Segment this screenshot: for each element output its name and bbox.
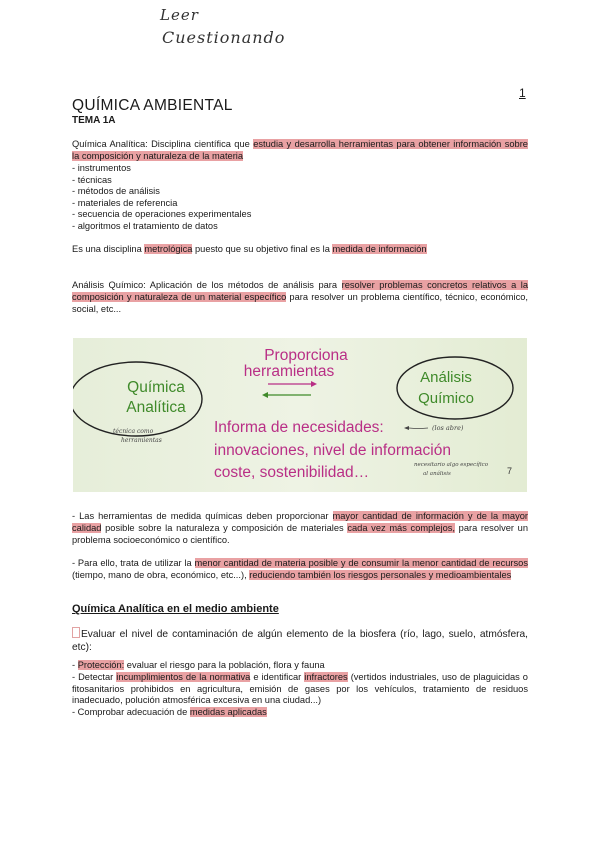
list-item — [72, 660, 528, 672]
evaluation-text: Evaluar el nivel de contaminación de algún elemento de la biosfera (río, lago, suelo, atmósfera, etc): — [72, 629, 528, 653]
list-item: - técnicas — [72, 175, 251, 187]
list-item: - instrumentos — [72, 163, 251, 175]
list-item: - materiales de referencia — [72, 198, 251, 210]
bullet-text: (vertidos industriales, uso de plaguicidas o fitosanitarios prohibidos en agricultura, emisión de gases por los vehículos, tratamiento de residuos inadecuado, polución atmosférica excesiva en una ciudad...) — [72, 671, 528, 706]
document-title: QUÍMICA AMBIENTAL — [72, 97, 233, 114]
analysis-text: Análisis Químico: Aplicación de los métodos de análisis para — [72, 280, 342, 290]
resources-highlight: reduciendo también los riesgos personales y medioambientales — [249, 570, 512, 580]
list-item — [72, 672, 528, 707]
bullet-text: evaluar el riesgo para la población, flora y fauna — [124, 660, 325, 670]
section-heading: Química Analítica en el medio ambiente — [72, 603, 279, 615]
analysis-highlight: resolver problemas concretos relativos a la composición y naturaleza de un material específico — [72, 280, 529, 302]
list-item: - secuencia de operaciones experimentales — [72, 209, 251, 221]
bullet-highlight: medidas aplicadas — [189, 707, 267, 718]
resources-text: (tiempo, mano de obra, económico, etc...), — [72, 570, 250, 580]
left-circle-line-2: Analítica — [126, 399, 186, 416]
bottom-text-line-3: coste, sostenibilidad… — [214, 464, 370, 481]
analysis-paragraph — [72, 279, 528, 315]
measurement-paragraph — [72, 510, 528, 546]
resources-paragraph — [72, 557, 528, 581]
document-subtitle: TEMA 1A — [72, 115, 116, 126]
handwritten-note-right: (los abre) — [432, 424, 464, 432]
list-item: - algoritmos el tratamiento de datos — [72, 221, 251, 233]
bullet-text: e identificar — [250, 671, 305, 682]
handwritten-note-bottom-2: al análisis — [423, 471, 451, 477]
definition-paragraph — [72, 138, 528, 162]
metrology-paragraph — [72, 243, 528, 255]
top-text-line-1: Proporciona — [264, 347, 348, 364]
list-item — [72, 707, 528, 719]
tools-list — [72, 163, 251, 233]
slide-number: 7 — [507, 466, 513, 476]
definition-highlight: estudia y desarrolla herramientas para obtener información sobre la composición y naturaleza de la materia — [72, 139, 528, 161]
bullet-highlight: incumplimientos de la normativa — [116, 671, 251, 682]
measurement-text: - Las herramientas de medida químicas deben proporcionar — [72, 511, 333, 521]
measurement-highlight: mayor cantidad de información y de la mayor calidad — [72, 511, 528, 533]
bullet-list — [72, 660, 528, 719]
page-number: 1 — [519, 86, 526, 100]
checkbox-glyph-icon — [72, 627, 80, 638]
bottom-text-line-1: Informa de necesidades: — [214, 419, 384, 436]
bullet-marker: - — [72, 660, 78, 670]
concept-diagram — [73, 338, 527, 492]
top-text-line-2: herramientas — [243, 363, 335, 380]
metrology-highlight: metrológica — [144, 244, 193, 254]
metrology-highlight: medida de información — [332, 244, 427, 254]
metrology-text: Es una disciplina — [72, 244, 145, 254]
list-item: - métodos de análisis — [72, 186, 251, 198]
bullet-highlight: Protección: — [77, 660, 125, 670]
measurement-text: para resolver un problema socioeconómico o científico. — [72, 523, 528, 545]
handwritten-note-1: Leer — [160, 6, 199, 24]
measurement-text: posible sobre la naturaleza y composición de materiales — [101, 523, 348, 533]
handwritten-note-bottom-1: necesitario algo específico — [414, 462, 489, 468]
definition-term: Química Analítica: — [72, 139, 148, 149]
analysis-text: para resolver un problema científico, técnico, económico, social, etc... — [72, 292, 528, 314]
handwritten-note-left-2: herramientas — [121, 437, 162, 444]
bullet-marker: - Comprobar adecuación de — [72, 707, 190, 718]
bottom-text-line-2: innovaciones, nivel de información — [214, 442, 451, 459]
right-circle-line-1: Análisis — [420, 369, 472, 386]
right-circle-line-2: Químico — [418, 390, 474, 407]
handwritten-note-2: Cuestionando — [162, 28, 286, 47]
resources-highlight: menor cantidad de materia posible y de consumir la menor cantidad de recursos — [194, 558, 528, 568]
resources-text: - Para ello, trata de utilizar la — [72, 558, 195, 568]
bullet-marker: - Detectar — [72, 671, 117, 682]
measurement-highlight: cada vez más complejos, — [347, 523, 455, 533]
handwritten-note-left-1: técnica como — [113, 428, 154, 435]
metrology-text: puesto que su objetivo final es la — [192, 244, 333, 254]
bullet-highlight: infractores — [304, 671, 348, 682]
left-circle-line-1: Química — [127, 379, 185, 396]
definition-text: Disciplina científica que — [147, 139, 254, 149]
evaluation-paragraph — [72, 627, 528, 654]
